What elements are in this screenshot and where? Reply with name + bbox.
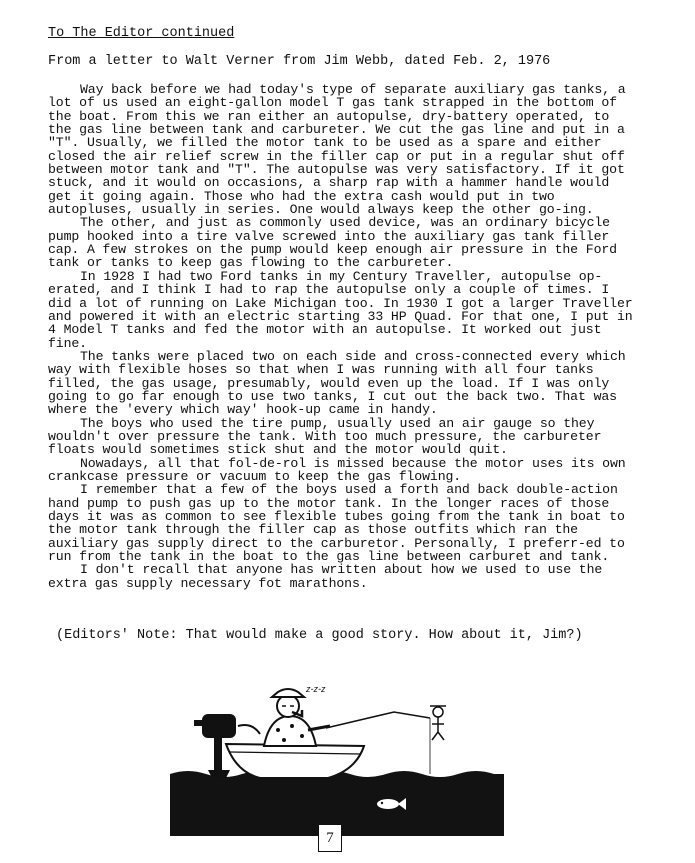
- hat: [272, 689, 304, 697]
- snore-text: z-z-z: [306, 686, 326, 694]
- paragraph: I remember that a few of the boys used a forth and back double-action hand pump to push gas up to the motor tank. In the longer races of those days it was as common to see flexible tubes going from the tank in boat to the motor tank through the filler cap as those outfits which ran the auxiliary gas supply direct to the carburetor. Personally, I preferr-ed to run from the tank in the boat to the gas line between carburet and tank.: [48, 482, 625, 565]
- editors-note: (Editors' Note: That would make a good story. How about it, Jim?): [56, 628, 583, 643]
- paragraph: The boys who used the tire pump, usually used an air gauge so they wouldn't over pressure the tank. With too much pressure, the carbureter floats would sometimes stick shut and the motor would quit.: [48, 415, 602, 458]
- letter-intro: From a letter to Walt Verner from Jim Webb, dated Feb. 2, 1976: [48, 54, 551, 69]
- section-heading: To The Editor continued: [48, 26, 235, 41]
- letter-body: [48, 83, 638, 590]
- paragraph: Way back before we had today's type of separate auxiliary gas tanks, a lot of us used an eight-gallon model T gas tank strapped in the bottom of the boat. From this we ran either an autopulse, dry-battery operated, to the gas line between tank and carbureter. We cut the gas line and put in a "T". Usually, we filled the motor tank to be used as a spare and either closed the air relief screw in the filler cap or put in a regular shut off between motor tank and "T". The autopulse was very satisfactory. If it got stuck, and it would on occasions, a sharp rap with a hammer handle would get it going again. Those who had the extra cash would put in two autopluses, usually in series. One would always keep the other go-ing.: [48, 82, 626, 218]
- small-character: [430, 706, 446, 740]
- sleeping-fisherman-illustration: [168, 686, 508, 836]
- paragraph: I don't recall that anyone has written about how we used to use the extra gas supply necessary fot marathons.: [48, 562, 603, 591]
- page-number: 7: [318, 824, 342, 852]
- paragraph: Nowadays, all that fol-de-rol is missed because the motor uses its own crankcase pressure or vacuum to keep the gas flowing.: [48, 455, 626, 484]
- paragraph: The tanks were placed two on each side and cross-connected every which way with flexible hoses so that when I was running with all four tanks filled, the gas usage, presumably, would even up the load. If I was only going to go far enough to use two tanks, I cut out the back two. That was where the 'every which way' hook-up came in handy.: [48, 348, 626, 418]
- paragraph: In 1928 I had two Ford tanks in my Century Traveller, autopulse op-erated, and I think I had to rap the autopulse only a couple of times. I did a lot of running on Lake Michigan too. In 1930 I got a larger Traveller and powered it with an electric starting 33 HP Quad. For that one, I put in 4 Model T tanks and fed the motor with an autopulse. It worked out just fine.: [48, 268, 633, 351]
- paragraph: The other, and just as commonly used device, was an ordinary bicycle pump hooked into a tire valve screwed into the auxiliary gas tank filler cap. A few strokes on the pump would keep enough air pressure in the Ford tank or tanks to keep gas flowing to the carbureter.: [48, 215, 617, 271]
- fishing-rod: [326, 712, 430, 728]
